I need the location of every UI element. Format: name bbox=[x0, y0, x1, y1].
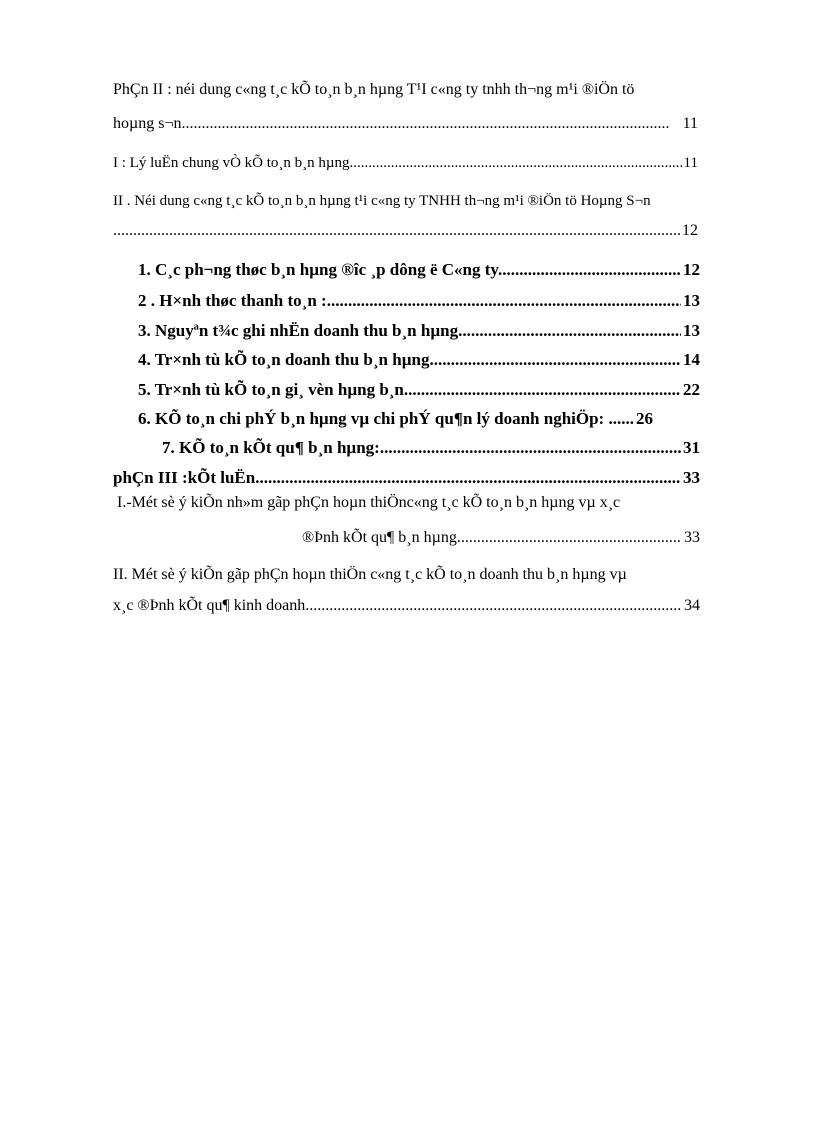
toc-page-number: 33 bbox=[683, 468, 700, 487]
toc-entry-sales-methods bbox=[138, 259, 700, 281]
toc-page-number: 33 bbox=[684, 529, 700, 546]
toc-entry-text: II. Mét sè ý kiÕn gãp phÇn hoµn thiÖn c«ng t¸c kÕ to¸n doanh thu b¸n hµng vµ bbox=[113, 566, 627, 583]
toc-page-number: 13 bbox=[683, 291, 700, 310]
toc-leader bbox=[350, 152, 682, 174]
toc-entry-content-line1 bbox=[113, 190, 733, 212]
toc-leader bbox=[457, 527, 682, 549]
toc-page-number: 31 bbox=[683, 438, 700, 457]
toc-entry-text: I : Lý luËn chung vÒ kÕ to¸n b¸n hµng bbox=[113, 155, 350, 171]
toc-leader bbox=[502, 259, 681, 281]
toc-entry-suggestions1-line1 bbox=[117, 492, 717, 514]
toc-leader bbox=[408, 379, 681, 401]
toc-leader bbox=[380, 437, 681, 459]
toc-leader bbox=[113, 220, 680, 242]
toc-entry-text: I.-Mét sè ý kiÕn nh»m gãp phÇn hoµn thiÖnc«ng t¸c kÕ to¸n b¸n hµng vµ x¸c bbox=[117, 494, 621, 511]
toc-page-number: 34 bbox=[684, 597, 700, 614]
toc-entry-text: 6. KÕ to¸n chi phÝ b¸n hµng vµ chi phÝ qu¶n lý doanh nghiÖp: ...... bbox=[138, 409, 634, 428]
toc-entry-cogs-procedure bbox=[138, 379, 700, 401]
toc-entry-suggestions2-line1 bbox=[113, 564, 723, 586]
toc-entry-text: ®Þnh kÕt qu¶ b¸n hµng bbox=[302, 529, 457, 546]
toc-page-number: 11 bbox=[683, 155, 698, 171]
toc-entry-text: PhÇn II : néi dung c«ng t¸c kÕ to¸n b¸n hµng T¹I c«ng ty tnhh th¬ng m¹i ®iÖn tö bbox=[113, 81, 635, 98]
toc-leader bbox=[429, 349, 681, 371]
toc-entry-part3 bbox=[113, 467, 700, 489]
toc-entry-payment bbox=[138, 290, 700, 312]
toc-entry-text: 3. Nguyªn t¾c ghi nhËn doanh thu b¸n hµng bbox=[138, 321, 459, 340]
toc-entry-revenue-principle bbox=[138, 320, 700, 342]
toc-entry-text: 4. Tr×nh tù kÕ to¸n doanh thu b¸n hµng bbox=[138, 350, 430, 369]
toc-entry-text: 5. Tr×nh tù kÕ to¸n gi¸ vèn hµng b¸n. bbox=[138, 380, 409, 399]
toc-entry-sales-result bbox=[162, 437, 700, 459]
toc-entry-expenses bbox=[138, 408, 700, 430]
toc-page-number: 14 bbox=[683, 350, 700, 369]
toc-entry-theory bbox=[113, 152, 698, 174]
toc-entry-text: II . Néi dung c«ng t¸c kÕ to¸n b¸n hµng t¹i c«ng ty TNHH th¬ng m¹i ®iÖn tö Hoµng S¬n bbox=[113, 193, 651, 209]
toc-entry-suggestions1-line2 bbox=[302, 527, 700, 549]
toc-leader bbox=[305, 595, 682, 617]
toc-leader bbox=[181, 113, 668, 135]
toc-page-number: 13 bbox=[683, 321, 700, 340]
toc-entry-text: phÇn III :kÕt luËn bbox=[113, 468, 256, 487]
toc-page-number: 12 bbox=[683, 260, 700, 279]
toc-entry-text: x¸c ®Þnh kÕt qu¶ kinh doanh bbox=[113, 597, 306, 614]
toc-page-number: 12 bbox=[682, 222, 698, 239]
toc-entry-text: 2 . H×nh thøc thanh to¸n : bbox=[138, 291, 327, 310]
toc-entry-revenue-procedure bbox=[138, 349, 700, 371]
toc-entry-part2-line1 bbox=[113, 79, 743, 101]
toc-leader bbox=[458, 320, 681, 342]
toc-entry-suggestions2-line2 bbox=[113, 595, 700, 617]
toc-entry-content-line2 bbox=[113, 220, 698, 242]
toc-entry-text: hoµng s¬n bbox=[113, 115, 182, 132]
toc-page-number: 22 bbox=[683, 380, 700, 399]
toc-leader bbox=[255, 467, 681, 489]
toc-page-number: 26 bbox=[635, 409, 653, 428]
toc-entry-text: 1. C¸c ph¬ng thøc b¸n hµng ®îc ¸p dông ë C«ng ty. bbox=[138, 260, 503, 279]
toc-leader bbox=[327, 290, 681, 312]
toc-page-number: 11 bbox=[682, 115, 698, 132]
toc-entry-part2-line2 bbox=[113, 113, 698, 135]
toc-entry-text: 7. KÕ to¸n kÕt qu¶ b¸n hµng: bbox=[162, 438, 380, 457]
